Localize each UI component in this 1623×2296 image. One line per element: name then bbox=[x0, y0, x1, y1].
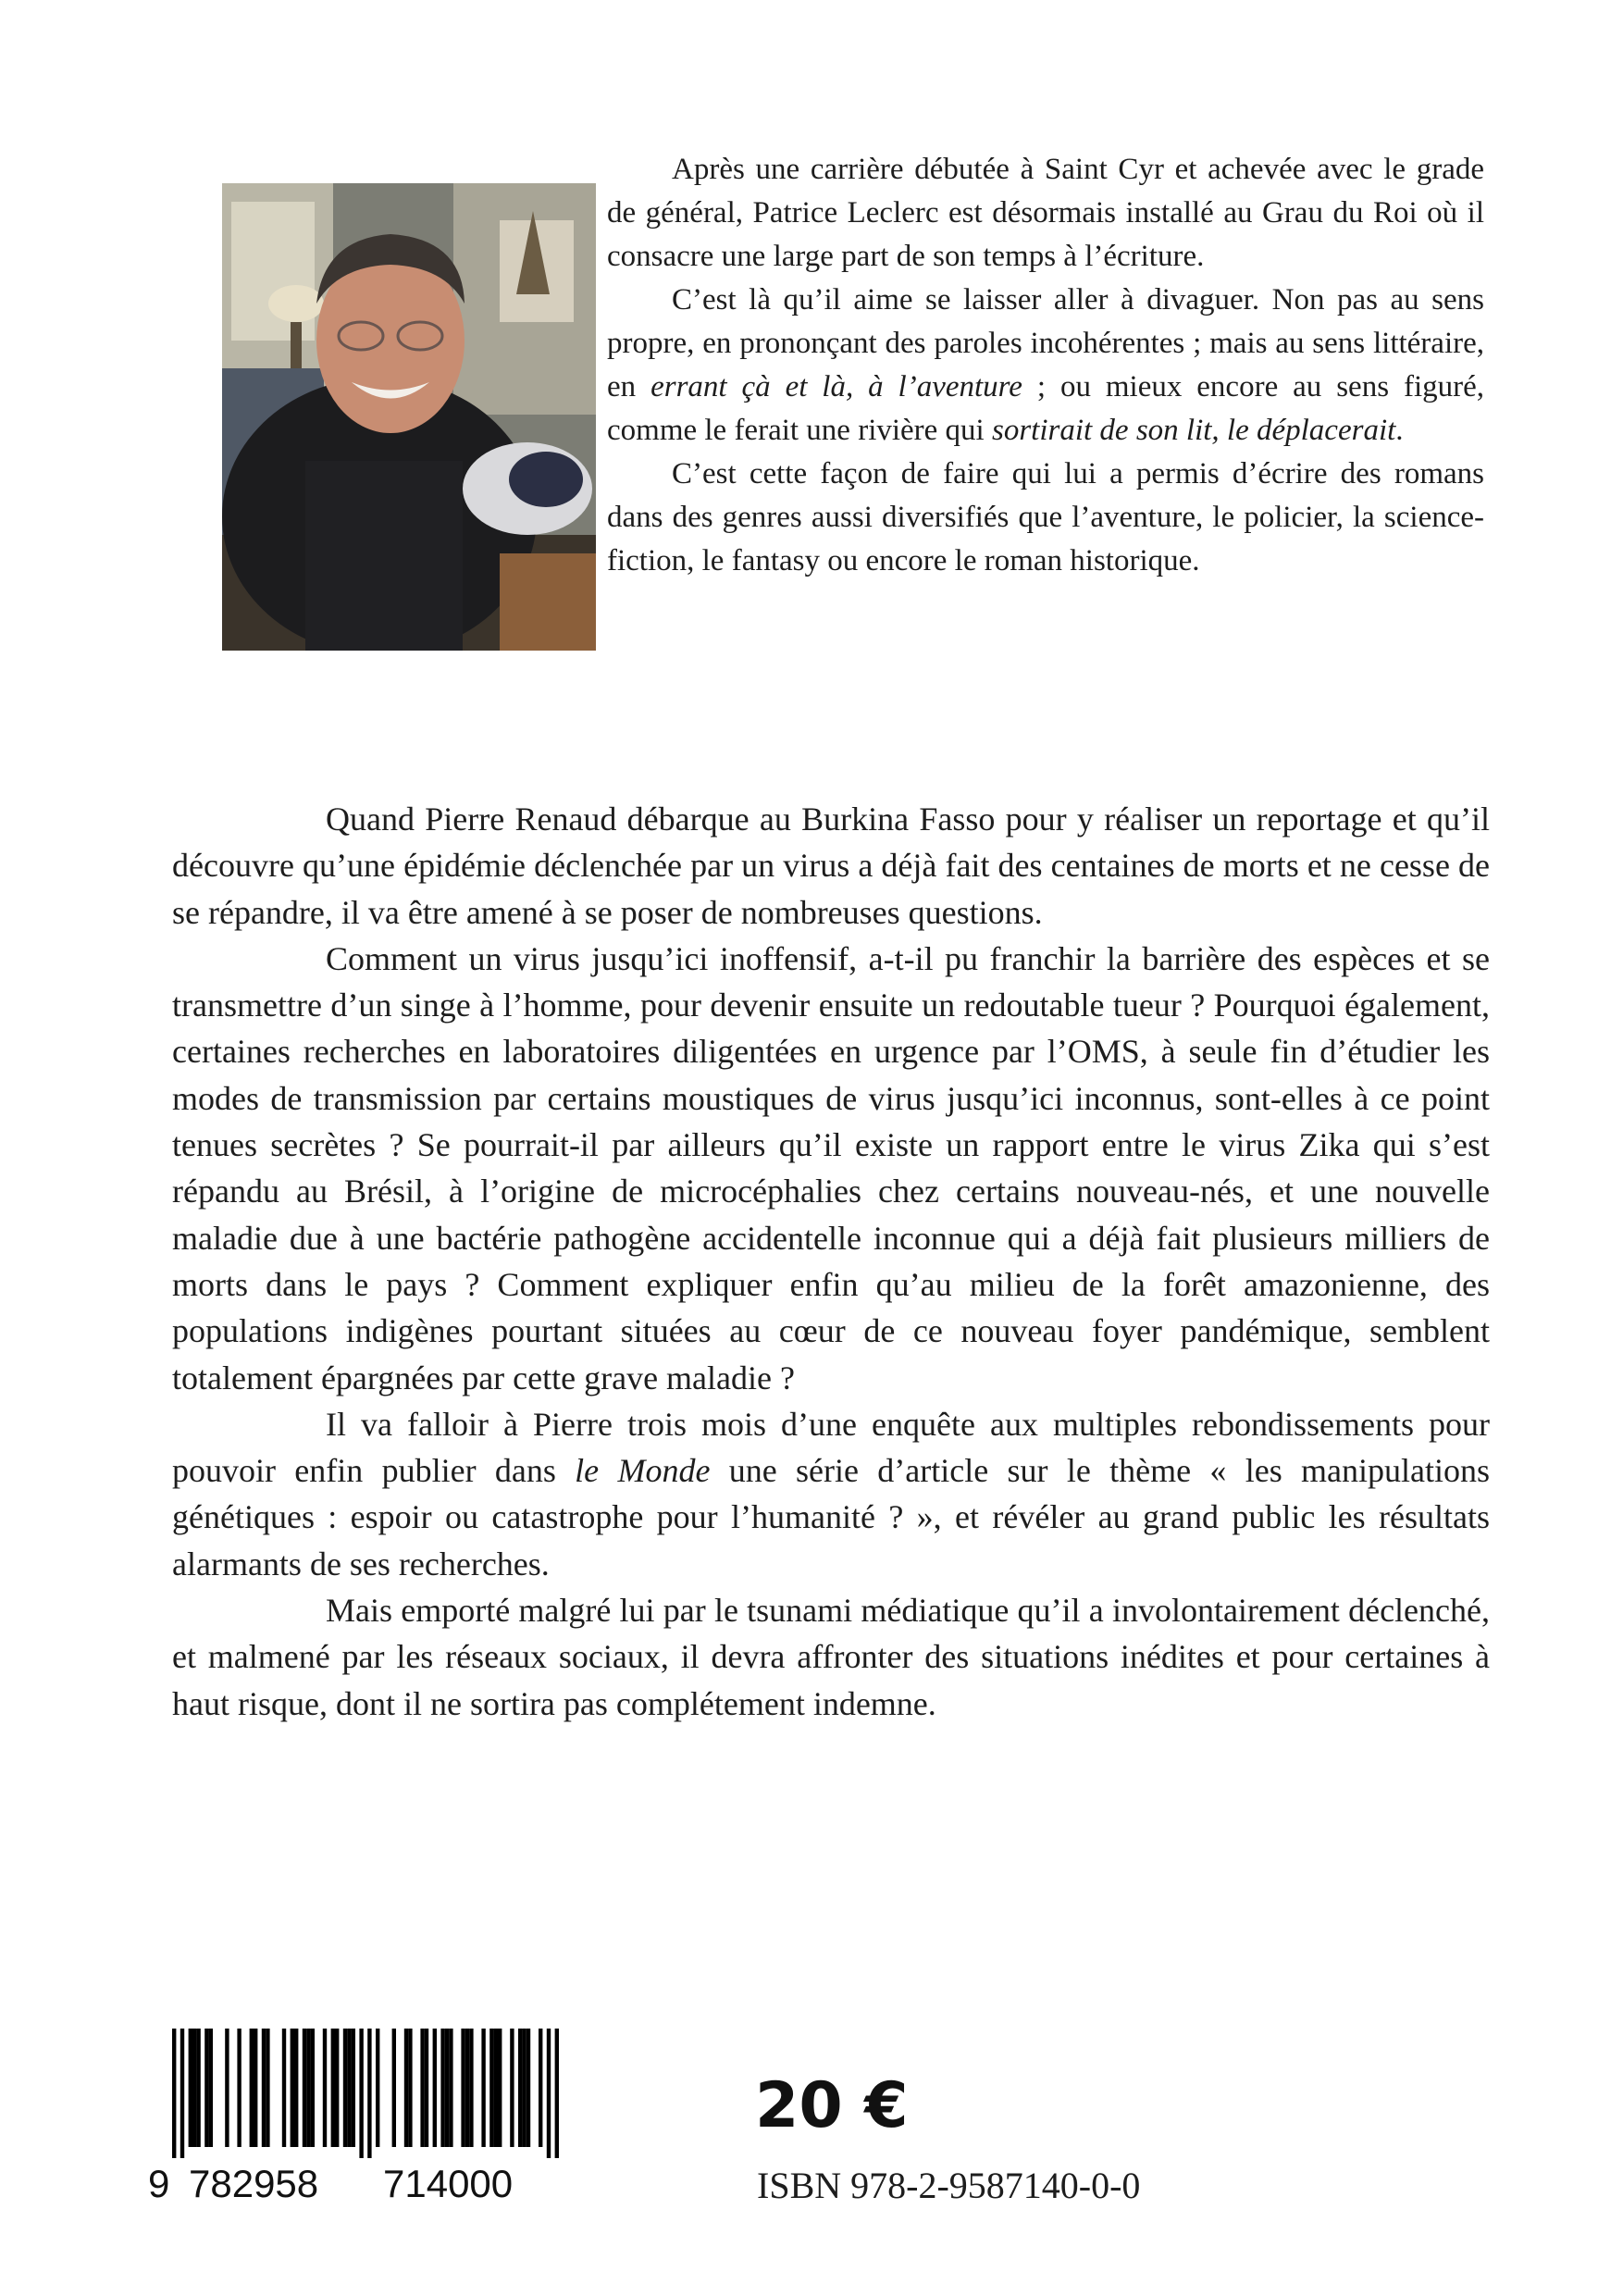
barcode-bar bbox=[522, 2029, 526, 2147]
text-run: Quand Pierre Renaud débarque au Burkina Fasso pour y réaliser un reportage et qu’il découvre qu’une épidémie déclenchée par un virus a déjà fait des centaines de morts et ne cesse de se répandre, il va être amené à se poser de nombreuses questions. bbox=[172, 800, 1490, 931]
book-synopsis bbox=[172, 796, 1490, 1727]
barcode-digits bbox=[146, 2161, 581, 2207]
barcode-bar bbox=[335, 2029, 339, 2147]
text-run: Mais emporté malgré lui par le tsunami médiatique qu’il a involontairement déclenché, et malmené par les réseaux sociaux, il devra affronter des situations inédites et pour certaines à haut risque, dont il ne sortira pas complétement indemne. bbox=[172, 1592, 1490, 1722]
barcode-bar bbox=[237, 2029, 241, 2147]
barcode-bar bbox=[420, 2029, 424, 2147]
barcode-bar bbox=[433, 2029, 437, 2147]
barcode-bar bbox=[469, 2029, 473, 2147]
barcode-bars bbox=[148, 2029, 576, 2158]
barcode-bar bbox=[311, 2029, 315, 2147]
synopsis-paragraph-4 bbox=[172, 1587, 1490, 1727]
text-run: ; ou mieux encore au sens figuré, comme le ferait une rivière qui bbox=[607, 370, 1485, 447]
bio-paragraph-3 bbox=[607, 453, 1484, 583]
text-run: C’est cette façon de faire qui lui a permis d’écrire des romans dans des genres aussi diversifiés que l’aventure, le policier, la science-fiction, le fantasy ou encore le roman historique. bbox=[607, 457, 1484, 577]
barcode-bar bbox=[204, 2029, 208, 2147]
barcode-bar bbox=[547, 2029, 551, 2158]
author-photo bbox=[222, 183, 596, 651]
text-run: Il va falloir à Pierre trois mois d’une enquête aux multiples rebondissements pour pouvoir enfin publier dans bbox=[172, 1405, 1490, 1490]
text-run: une série d’article sur le thème « les manipulations génétiques : espoir ou catastrophe pour l’humanité ? », et révéler au grand public les résultats alarmants de ses recherches. bbox=[172, 1452, 1490, 1582]
barcode-bar bbox=[510, 2029, 514, 2147]
barcode-bar bbox=[352, 2029, 355, 2147]
barcode-bar bbox=[291, 2029, 294, 2147]
barcode-bar bbox=[359, 2029, 363, 2158]
barcode-digit-first: 9 bbox=[148, 2162, 170, 2205]
barcode-bar bbox=[331, 2029, 335, 2147]
barcode-bar bbox=[303, 2029, 306, 2147]
barcode-bar bbox=[461, 2029, 465, 2147]
barcode-bar bbox=[209, 2029, 213, 2147]
barcode-bar bbox=[189, 2029, 192, 2147]
barcode-bar bbox=[555, 2029, 559, 2158]
italic-phrase: errant çà et là, à l’aventure bbox=[650, 370, 1022, 403]
bio-paragraph-2 bbox=[607, 279, 1484, 453]
barcode-bar bbox=[294, 2029, 298, 2147]
barcode-bar bbox=[192, 2029, 196, 2147]
barcode-bar bbox=[367, 2029, 371, 2158]
barcode-bar bbox=[266, 2029, 269, 2147]
barcode-bar bbox=[445, 2029, 449, 2147]
barcode-bar bbox=[343, 2029, 347, 2147]
barcode-digit-group-left: 782958 bbox=[189, 2162, 319, 2205]
barcode-bar bbox=[225, 2029, 229, 2147]
author-portrait-image bbox=[222, 183, 596, 651]
barcode-bar bbox=[347, 2029, 351, 2147]
barcode-bar bbox=[306, 2029, 310, 2147]
barcode-bar bbox=[518, 2029, 522, 2147]
synopsis-paragraph-1 bbox=[172, 796, 1490, 936]
barcode-bar bbox=[440, 2029, 444, 2147]
barcode-bar bbox=[392, 2029, 396, 2147]
barcode-bar bbox=[262, 2029, 266, 2147]
italic-phrase: le Monde bbox=[575, 1452, 711, 1490]
barcode-bar bbox=[465, 2029, 469, 2147]
text-run: Comment un virus jusqu’ici inoffensif, a-t-il pu franchir la barrière des espèces et se transmettre d’un singe à l’homme, pour devenir ensuite un redoutable tueur ? Pourquoi également, certaines recherches en laboratoires diligentées en urgence par l’OMS, à seule fin d’étudier les modes de transmission par certains moustiques de virus jusqu’ici inconnus, sont-elles à ce point tenues secrètes ? Se pourrait-il par ailleurs qu’il existe un rapport entre le virus Zika qui s’est répandu au Brésil, à l’origine de microcéphalies chez certains nouveau-nés, et une nouvelle maladie due à une bactérie pathogène accidentelle inconnue qui a déjà fait plusieurs milliers de morts dans le pays ? Comment expliquer enfin qu’au milieu de la forêt amazonienne, des populations indigènes pourtant situées au cœur de ce nouveau foyer pandémique, semblent totalement épargnées par cette grave maladie ? bbox=[172, 939, 1490, 1396]
barcode-bar bbox=[254, 2029, 257, 2147]
italic-phrase: sortirait de son lit, le déplacerait bbox=[991, 414, 1396, 447]
synopsis-paragraph-3 bbox=[172, 1401, 1490, 1587]
barcode-digit-group-right: 714000 bbox=[383, 2162, 514, 2205]
isbn-number: ISBN 978-2-9587140-0-0 bbox=[757, 2165, 1141, 2206]
barcode-bar bbox=[196, 2029, 200, 2147]
author-bio bbox=[607, 148, 1484, 583]
barcode-bar bbox=[172, 2029, 176, 2158]
text-run: Après une carrière débutée à Saint Cyr et achevée avec le grade de général, Patrice Leclerc est désormais installé au Grau du Roi où il consacre une large part de son temps à l’écriture. bbox=[607, 153, 1484, 273]
barcode-bar bbox=[498, 2029, 502, 2147]
barcode-bar bbox=[539, 2029, 542, 2147]
barcode-bar bbox=[282, 2029, 286, 2147]
bio-paragraph-1 bbox=[607, 148, 1484, 279]
barcode-bar bbox=[376, 2029, 379, 2147]
isbn-barcode bbox=[148, 2029, 576, 2158]
text-run: C’est là qu’il aime se laisser aller à divaguer. Non pas au sens propre, en prononçant des paroles incohérentes ; mais au sens littéraire, en bbox=[607, 283, 1484, 403]
barcode-bar bbox=[408, 2029, 412, 2147]
barcode-bar bbox=[425, 2029, 428, 2147]
barcode-bar bbox=[250, 2029, 254, 2147]
barcode-bar bbox=[527, 2029, 530, 2147]
barcode-bar bbox=[489, 2029, 493, 2147]
barcode-bar bbox=[481, 2029, 485, 2147]
barcode-bar bbox=[404, 2029, 408, 2147]
barcode-bar bbox=[180, 2029, 184, 2158]
barcode-bar bbox=[323, 2029, 327, 2147]
synopsis-paragraph-2 bbox=[172, 936, 1490, 1401]
text-run: . bbox=[1395, 414, 1404, 447]
barcode-bar bbox=[449, 2029, 452, 2147]
price: 20 € bbox=[755, 2069, 909, 2142]
barcode-bar bbox=[494, 2029, 498, 2147]
